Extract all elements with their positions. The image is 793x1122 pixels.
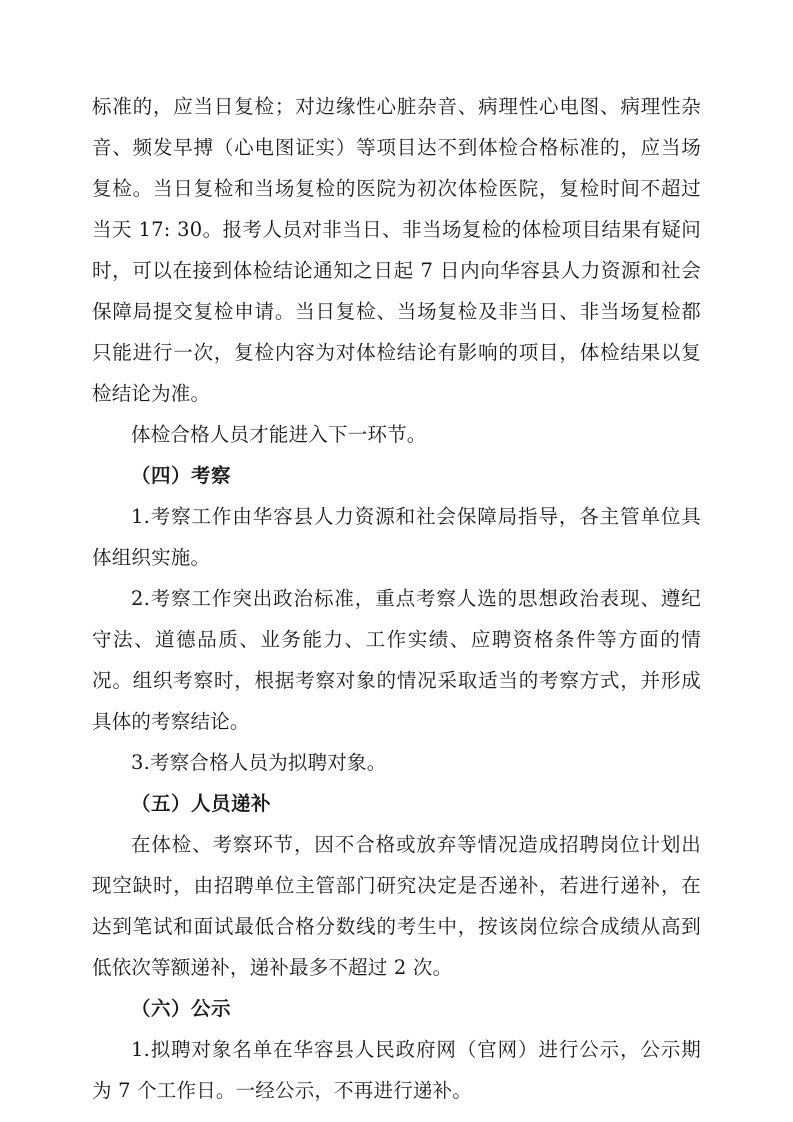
paragraph-inspection-2: 2.考察工作突出政治标准，重点考察人选的思想政治表现、遵纪守法、道德品质、业务能力、工作实绩、应聘资格条件等方面的情况。组织考察时，根据考察对象的情况采取适当的考察方式，并形成具体的考察结论。 <box>92 587 701 733</box>
paragraph-medical-recheck: 标准的，应当日复检；对边缘性心脏杂音、病理性心电图、病理性杂音、频发早搏（心电图证实）等项目达不到体检合格标准的，应当场复检。当日复检和当场复检的医院为初次体检医院，复检时间不超过当天 17: 30。报考人员对非当日、非当场复检的体检项目结果有疑问时，可以在接到体检结论通知之日起 7 日内向华容县人力资源和社会保障局提交复检申请。当日复检、当场复检及非当日、非当场复检都只能进行一次，复检内容为对体检结论有影响的项目，体检结果以复检结论为准。 <box>92 95 701 405</box>
heading-inspection: （四）考察 <box>131 464 232 487</box>
paragraph-inspection-3: 3.考察合格人员为拟聘对象。 <box>131 751 387 774</box>
paragraph-medical-pass: 体检合格人员才能进入下一环节。 <box>131 423 427 446</box>
heading-replacement: （五）人员递补 <box>131 792 272 815</box>
document-body <box>92 86 701 1111</box>
paragraph-replacement: 在体检、考察环节，因不合格或放弃等情况造成招聘岗位计划出现空缺时，由招聘单位主管部门研究决定是否递补，若进行递补，在达到笔试和面试最低合格分数线的考生中，按该岗位综合成绩从高到低依次等额递补，递补最多不超过 2 次。 <box>92 833 701 979</box>
paragraph-inspection-1: 1.考察工作由华容县人力资源和社会保障局指导，各主管单位具体组织实施。 <box>92 505 701 569</box>
paragraph-publicity-1: 1.拟聘对象名单在华容县人民政府网（官网）进行公示，公示期为 7 个工作日。一经公示，不再进行递补。 <box>92 1038 701 1102</box>
heading-publicity: （六）公示 <box>131 997 232 1020</box>
